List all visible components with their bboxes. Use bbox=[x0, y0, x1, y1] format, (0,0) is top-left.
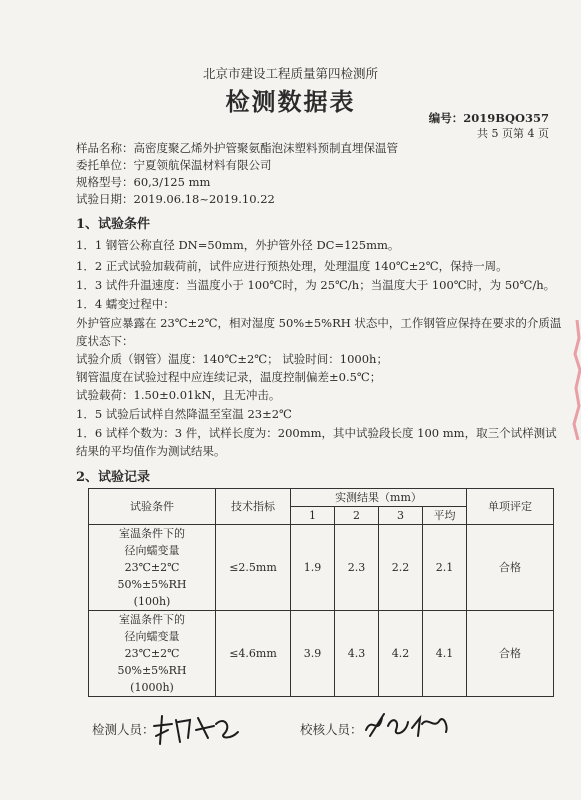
condition-line: 度状态下： bbox=[76, 334, 134, 348]
average-cell: 4.1 bbox=[423, 611, 467, 697]
value-cell: 4.2 bbox=[379, 611, 423, 697]
condition-cell bbox=[89, 611, 216, 697]
judgement-cell: 合格 bbox=[467, 525, 554, 611]
condition-line: 试验介质（钢管）温度：140℃±2℃； 试验时间：1000h； bbox=[76, 352, 388, 366]
test-record-table bbox=[88, 488, 554, 697]
condition-line: 1．3 试件升温速度：当温度小于 100℃时，为 25℃/h；当温度大于 100℃时，为 50℃/h。 bbox=[76, 278, 556, 292]
condition-text: 室温条件下的 bbox=[119, 613, 185, 626]
condition-text: 径向蠕变量 bbox=[124, 630, 180, 643]
average-cell: 2.1 bbox=[423, 525, 467, 611]
condition-cell bbox=[89, 525, 216, 611]
condition-text: 23℃±2℃ bbox=[124, 647, 180, 660]
condition-text: 室温条件下的 bbox=[119, 527, 185, 540]
condition-line: 外护管应暴露在 23℃±2℃，相对湿度 50%±5%RH 状态中，工作钢管应保持在要求的介质温 bbox=[76, 316, 562, 330]
table-row bbox=[89, 611, 554, 697]
table-row bbox=[89, 525, 554, 611]
condition-text: (100h) bbox=[133, 595, 171, 608]
checker-signature-icon bbox=[362, 706, 452, 744]
header-judgement: 单项评定 bbox=[467, 489, 554, 525]
header-condition: 试验条件 bbox=[89, 489, 216, 525]
header-sample-2: 2 bbox=[335, 507, 379, 525]
header-average: 平均 bbox=[423, 507, 467, 525]
condition-text: (1000h) bbox=[130, 681, 174, 694]
value-cell: 3.9 bbox=[291, 611, 335, 697]
header-index: 技术指标 bbox=[216, 489, 291, 525]
condition-text: 23℃±2℃ bbox=[124, 561, 180, 574]
judgement-cell: 合格 bbox=[467, 611, 554, 697]
condition-text: 50%±5%RH bbox=[117, 664, 187, 677]
condition-line: 1．4 蠕变过程中： bbox=[76, 297, 175, 311]
condition-text: 径向蠕变量 bbox=[124, 544, 180, 557]
section-heading-record: 2、试验记录 bbox=[76, 470, 151, 485]
index-cell: ≤2.5mm bbox=[216, 525, 291, 611]
value-cell: 2.2 bbox=[379, 525, 423, 611]
tester-label: 检测人员： bbox=[92, 722, 155, 737]
condition-line: 1．5 试验后试样自然降温至室温 23±2℃ bbox=[76, 407, 292, 421]
organization-name: 北京市建设工程质量第四检测所 bbox=[202, 66, 378, 81]
condition-line: 1．6 试样个数为：3 件，试样长度为：200mm，其中试验段长度 100 mm，取三个试样测试 bbox=[76, 426, 557, 440]
spec-model: 规格型号：60,3/125 mm bbox=[76, 175, 211, 189]
condition-line: 结果的平均值作为测试结果。 bbox=[76, 444, 226, 458]
condition-line: 钢管温度在试验过程中应连续记录，温度控制偏差±0.5℃； bbox=[76, 370, 382, 384]
checker-label: 校核人员： bbox=[300, 722, 363, 737]
value-cell: 1.9 bbox=[291, 525, 335, 611]
test-date: 试验日期：2019.06.18~2019.10.22 bbox=[76, 192, 275, 206]
section-heading-conditions: 1、试验条件 bbox=[76, 217, 151, 232]
condition-line: 1．2 正式试验加载荷前，试件应进行预热处理，处理温度 140℃±2℃，保持一周。 bbox=[76, 259, 508, 273]
header-sample-1: 1 bbox=[291, 507, 335, 525]
header-measured: 实测结果（mm） bbox=[291, 489, 467, 507]
document-title: 检测数据表 bbox=[225, 87, 356, 116]
condition-text: 50%±5%RH bbox=[117, 578, 187, 591]
index-cell: ≤4.6mm bbox=[216, 611, 291, 697]
condition-line: 试验载荷：1.50±0.01kN，且无冲击。 bbox=[76, 388, 281, 402]
tester-signature-icon bbox=[150, 708, 245, 748]
condition-line: 1．1 钢管公称直径 DN=50mm，外护管外径 DC=125mm。 bbox=[76, 238, 400, 252]
value-cell: 4.3 bbox=[335, 611, 379, 697]
sample-name: 样品名称：高密度聚乙烯外护管聚氨酯泡沫塑料预制直埋保温管 bbox=[76, 141, 398, 155]
page-indicator: 共 5 页第 4 页 bbox=[477, 127, 549, 140]
value-cell: 2.3 bbox=[335, 525, 379, 611]
client-name: 委托单位：宁夏领航保温材料有限公司 bbox=[76, 158, 272, 172]
report-number: 编号：2019BQO357 bbox=[428, 111, 549, 125]
header-sample-3: 3 bbox=[379, 507, 423, 525]
seal-edge-icon bbox=[567, 320, 581, 440]
